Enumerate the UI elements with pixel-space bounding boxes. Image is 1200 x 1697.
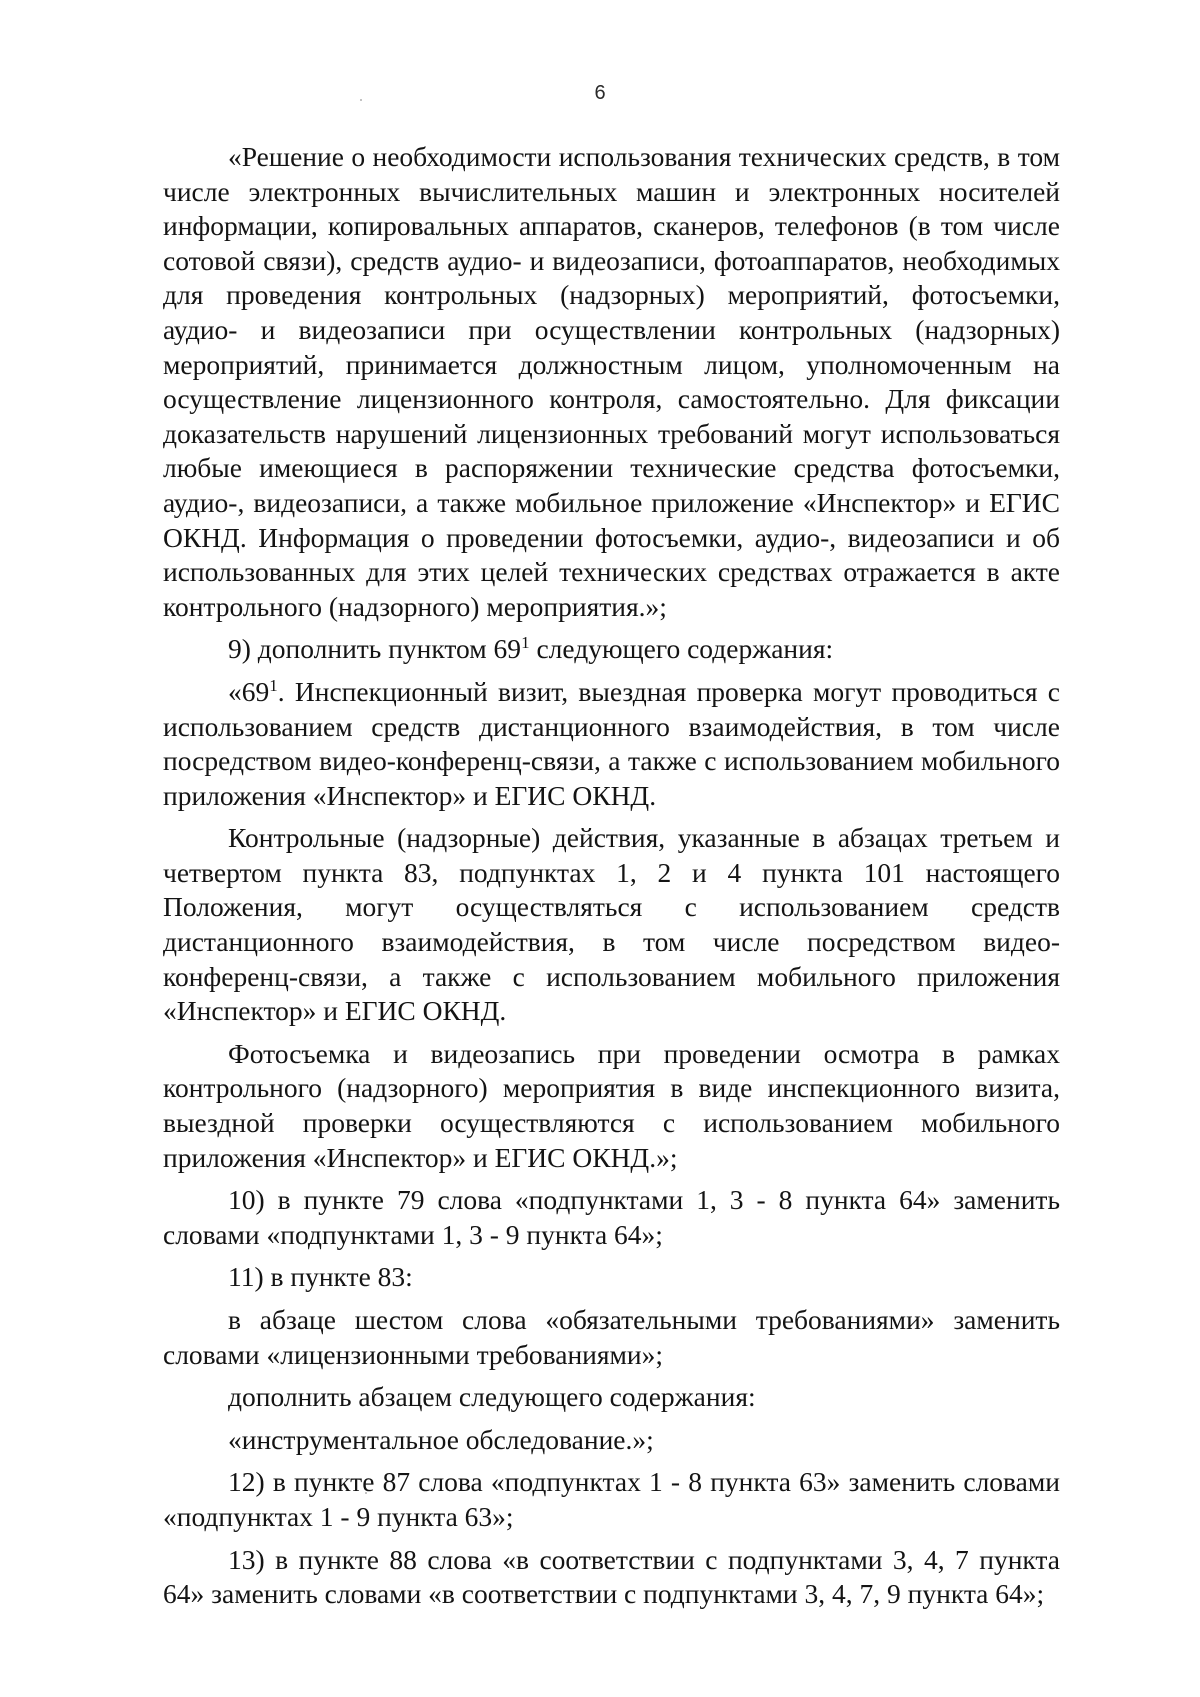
paragraph-item-11-abzac-6: в абзаце шестом слова «обязательными требованиями» заменить словами «лицензионными требованиями»; bbox=[163, 1304, 1060, 1370]
paragraph-item-11-add: дополнить абзацем следующего содержания: bbox=[228, 1381, 756, 1413]
paragraph-item-11: 11) в пункте 83: bbox=[228, 1261, 413, 1293]
paragraph-item-9-tail: следующего содержания: bbox=[529, 633, 834, 665]
superscript-index: 1 bbox=[521, 633, 530, 653]
paragraph-item-9 bbox=[163, 632, 1060, 667]
paragraph-item-10: 10) в пункте 79 слова «подпунктами 1, 3 - 8 пункта 64» заменить словами «подпунктами 1, 3 - 9 пункта 64»; bbox=[163, 1184, 1060, 1250]
page-number: 6 bbox=[594, 82, 606, 104]
superscript-index: 1 bbox=[269, 675, 278, 695]
paragraph-item-11-instrumental: «инструментальное обследование.»; bbox=[228, 1423, 654, 1455]
paragraph-item-12: 12) в пункте 87 слова «подпунктах 1 - 8 пункта 63» заменить словами «подпунктах 1 - 9 пункта 63»; bbox=[163, 1466, 1060, 1532]
scan-speck bbox=[360, 99, 362, 101]
paragraph-photo-video: Фотосъемка и видеозапись при проведении осмотра в рамках контрольного (надзорного) мероприятия в виде инспекционного визита, выездной проверки осуществляются с использованием мобильного приложения «Инспектор» и ЕГИС ОКНД.»; bbox=[163, 1037, 1060, 1173]
paragraph-clause-69-1 bbox=[163, 675, 1060, 813]
paragraph-clause-69-1-number: «69 bbox=[228, 675, 270, 707]
paragraph-technical-means: «Решение о необходимости использования технических средств, в том числе электронных вычислительных машин и электронных носителей информации, копировальных аппаратов, сканеров, телефонов (в том числе сотовой связи), средств аудио- и видеозаписи, фотоаппаратов, необходимых для проведения контрольных (надзорных) мероприятий, фотосъемки, аудио- и видеозаписи при осуществлении контрольных (надзорных) мероприятий, принимается должностным лицом, уполномоченным на осуществление лицензионного контроля, самостоятельно. Для фиксации доказательств нарушений лицензионных требований могут использоваться любые имеющиеся в распоряжении технические средства фотосъемки, аудио-, видеозаписи, а также мобильное приложение «Инспектор» и ЕГИС ОКНД. Информация о проведении фотосъемки, аудио-, видеозаписи и об использованных для этих целей технических средствах отражается в акте контрольного (надзорного) мероприятия.»; bbox=[163, 141, 1060, 622]
paragraph-item-13: 13) в пункте 88 слова «в соответствии с подпунктами 3, 4, 7 пункта 64» заменить словами «в соответствии с подпунктами 3, 4, 7, 9 пункта 64»; bbox=[163, 1543, 1060, 1610]
document-body bbox=[163, 140, 1060, 1612]
paragraph-clause-69-1-text: . Инспекционный визит, выездная проверка могут проводиться с использованием средств дистанционного взаимодействия, в том числе посредством видео-конференц-связи, а также с использованием мобильного приложения «Инспектор» и ЕГИС ОКНД. bbox=[163, 675, 1060, 811]
paragraph-item-9-text: 9) дополнить пунктом 69 bbox=[228, 633, 522, 665]
paragraph-remote-actions: Контрольные (надзорные) действия, указанные в абзацах третьем и четвертом пункта 83, подпунктах 1, 2 и 4 пункта 101 настоящего Положения, могут осуществляться с использованием средств дистанционного взаимодействия, в том числе посредством видео-конференц-связи, а также с использованием мобильного приложения «Инспектор» и ЕГИС ОКНД. bbox=[163, 822, 1060, 1027]
